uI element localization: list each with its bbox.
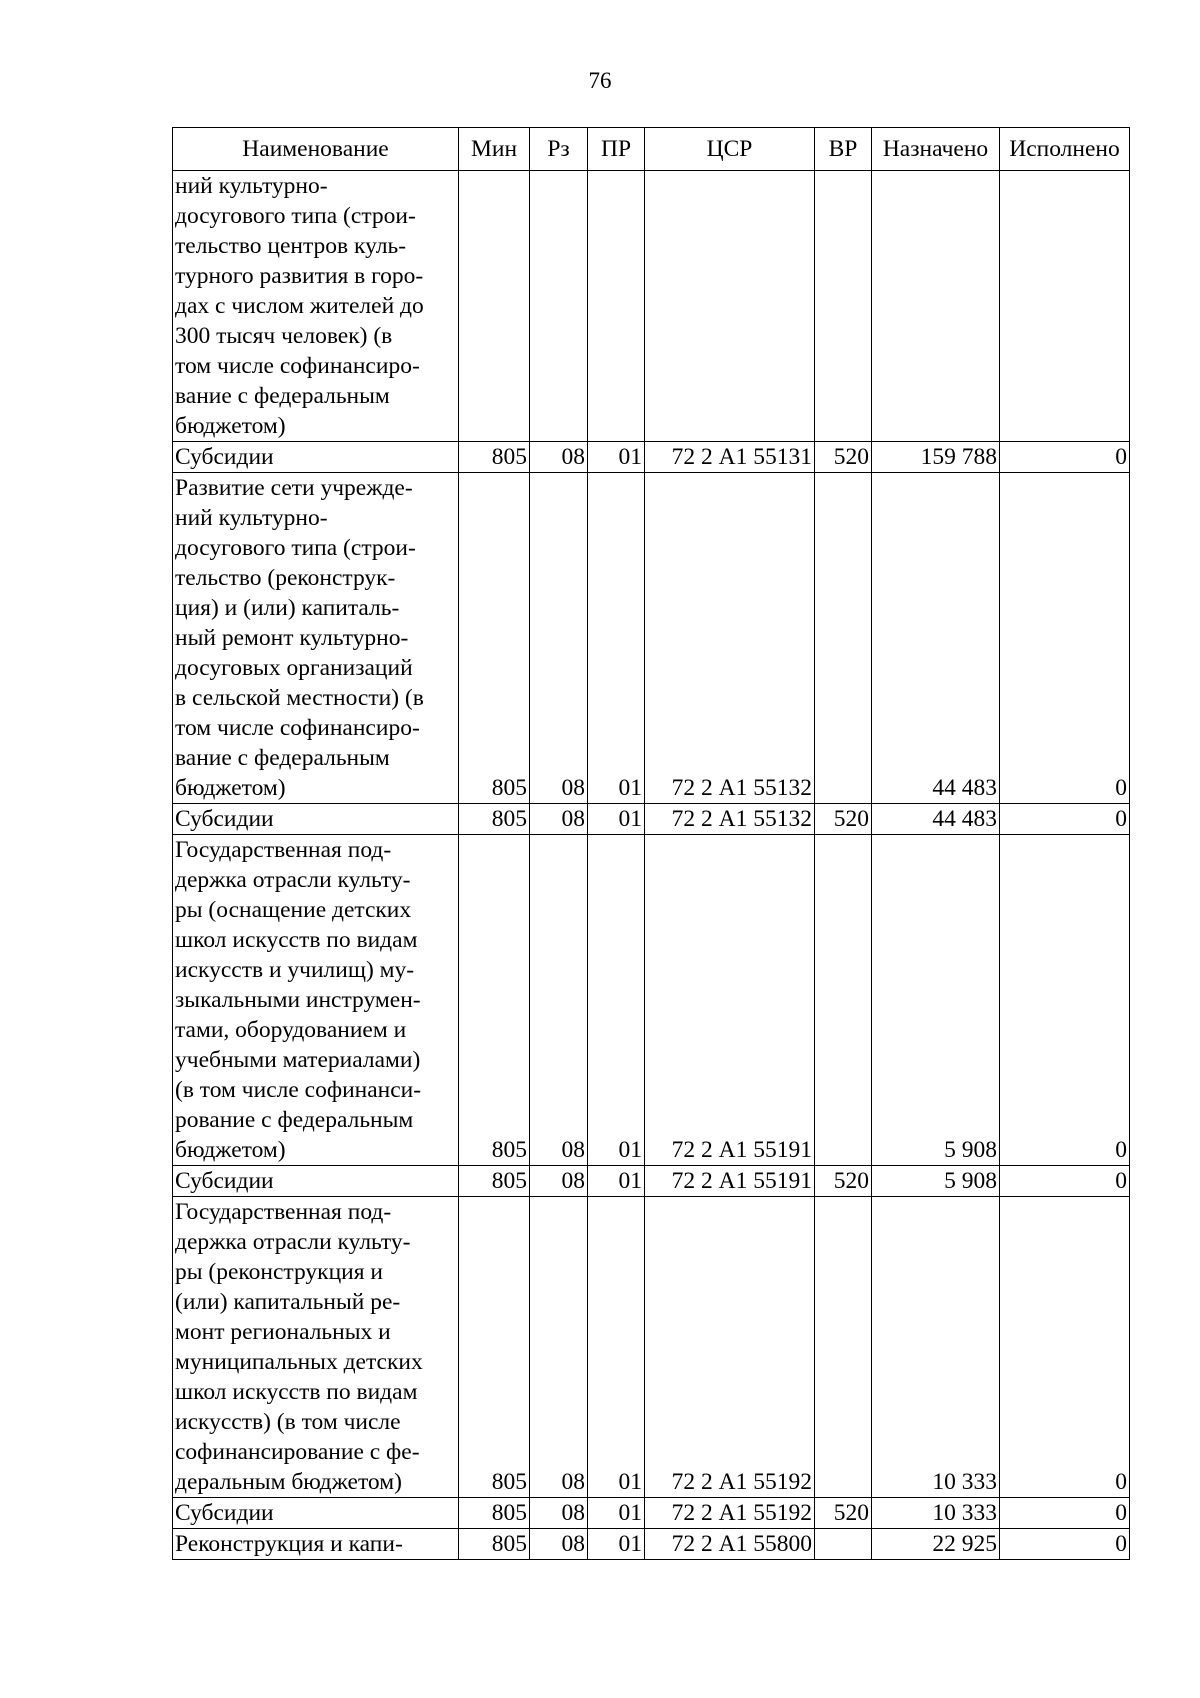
cell-pr — [588, 171, 645, 442]
header-pr: ПР — [588, 128, 645, 171]
cell-csr: 72 2 А1 55132 — [645, 473, 815, 804]
cell-name: Развитие сети учрежде- ний культурно- досугового типа (строи- тельство (реконструк- ция) и (или) капиталь- ный ремонт культурно- досуговых организаций в сельской местности) (в том числе софинансиро- вание с федеральным бюджетом) — [173, 473, 459, 804]
cell-vr — [815, 835, 872, 1166]
cell-assigned: 10 333 — [872, 1197, 1000, 1498]
cell-executed: 0 — [1000, 1529, 1130, 1560]
table-header-row — [173, 128, 1130, 171]
cell-pr: 01 — [588, 804, 645, 835]
cell-executed: 0 — [1000, 804, 1130, 835]
cell-pr: 01 — [588, 835, 645, 1166]
header-vr: ВР — [815, 128, 872, 171]
cell-vr — [815, 1197, 872, 1498]
table-row — [173, 804, 1130, 835]
cell-executed — [1000, 171, 1130, 442]
table-row — [173, 1529, 1130, 1560]
cell-min — [459, 171, 530, 442]
cell-rz — [530, 171, 588, 442]
cell-csr — [645, 171, 815, 442]
table-row — [173, 171, 1130, 442]
header-executed: Исполнено — [1000, 128, 1130, 171]
cell-min: 805 — [459, 835, 530, 1166]
cell-vr — [815, 171, 872, 442]
header-rz: Рз — [530, 128, 588, 171]
header-csr: ЦСР — [645, 128, 815, 171]
cell-name: Субсидии — [173, 1166, 459, 1197]
cell-csr: 72 2 А1 55800 — [645, 1529, 815, 1560]
cell-executed: 0 — [1000, 473, 1130, 804]
cell-min: 805 — [459, 1197, 530, 1498]
cell-vr: 520 — [815, 442, 872, 473]
table-row — [173, 1166, 1130, 1197]
table-row — [173, 1498, 1130, 1529]
cell-assigned: 5 908 — [872, 1166, 1000, 1197]
cell-pr: 01 — [588, 1166, 645, 1197]
cell-rz: 08 — [530, 835, 588, 1166]
header-assigned: Назначено — [872, 128, 1000, 171]
cell-csr: 72 2 А1 55192 — [645, 1498, 815, 1529]
table-row — [173, 835, 1130, 1166]
cell-min: 805 — [459, 1529, 530, 1560]
budget-table — [172, 127, 1130, 1560]
cell-assigned — [872, 171, 1000, 442]
cell-rz: 08 — [530, 804, 588, 835]
cell-pr: 01 — [588, 1197, 645, 1498]
cell-vr — [815, 1529, 872, 1560]
cell-name: Государственная под- держка отрасли культу- ры (реконструкция и (или) капитальный ре- монт региональных и муниципальных детских школ искусств по видам искусств) (в том числе софинансирование с фе- деральным бюджетом) — [173, 1197, 459, 1498]
cell-csr: 72 2 А1 55132 — [645, 804, 815, 835]
cell-vr: 520 — [815, 1166, 872, 1197]
cell-assigned: 10 333 — [872, 1498, 1000, 1529]
cell-name: Реконструкция и капи- — [173, 1529, 459, 1560]
page-number: 76 — [588, 68, 612, 93]
cell-assigned: 44 483 — [872, 473, 1000, 804]
cell-executed: 0 — [1000, 1498, 1130, 1529]
cell-assigned: 22 925 — [872, 1529, 1000, 1560]
cell-executed: 0 — [1000, 442, 1130, 473]
cell-name: Субсидии — [173, 1498, 459, 1529]
cell-min: 805 — [459, 1498, 530, 1529]
cell-rz: 08 — [530, 1166, 588, 1197]
table-row — [173, 442, 1130, 473]
cell-rz: 08 — [530, 1529, 588, 1560]
cell-min: 805 — [459, 1166, 530, 1197]
cell-pr: 01 — [588, 1498, 645, 1529]
cell-rz: 08 — [530, 442, 588, 473]
cell-vr: 520 — [815, 804, 872, 835]
cell-min: 805 — [459, 473, 530, 804]
cell-min: 805 — [459, 442, 530, 473]
cell-executed: 0 — [1000, 1166, 1130, 1197]
cell-rz: 08 — [530, 1197, 588, 1498]
cell-name: Субсидии — [173, 442, 459, 473]
cell-min: 805 — [459, 804, 530, 835]
table-row — [173, 1197, 1130, 1498]
cell-assigned: 159 788 — [872, 442, 1000, 473]
cell-executed: 0 — [1000, 835, 1130, 1166]
cell-name: ний культурно- досугового типа (строи- тельство центров куль- турного развития в горо- дах с числом жителей до 300 тысяч человек) (в том числе софинансиро- вание с федеральным бюджетом) — [173, 171, 459, 442]
cell-assigned: 44 483 — [872, 804, 1000, 835]
cell-name: Субсидии — [173, 804, 459, 835]
cell-executed: 0 — [1000, 1197, 1130, 1498]
cell-csr: 72 2 А1 55191 — [645, 835, 815, 1166]
cell-rz: 08 — [530, 1498, 588, 1529]
header-min: Мин — [459, 128, 530, 171]
cell-pr: 01 — [588, 473, 645, 804]
table-row — [173, 473, 1130, 804]
cell-csr: 72 2 А1 55192 — [645, 1197, 815, 1498]
header-name: Наименование — [173, 128, 459, 171]
cell-vr — [815, 473, 872, 804]
cell-assigned: 5 908 — [872, 835, 1000, 1166]
cell-name: Государственная под- держка отрасли культу- ры (оснащение детских школ искусств по видам искусств и училищ) му- зыкальными инструмен- тами, оборудованием и учебными материалами) (в том числе софинанси- рование с федеральным бюджетом) — [173, 835, 459, 1166]
cell-pr: 01 — [588, 1529, 645, 1560]
cell-csr: 72 2 А1 55131 — [645, 442, 815, 473]
cell-vr: 520 — [815, 1498, 872, 1529]
cell-rz: 08 — [530, 473, 588, 804]
cell-pr: 01 — [588, 442, 645, 473]
cell-csr: 72 2 А1 55191 — [645, 1166, 815, 1197]
